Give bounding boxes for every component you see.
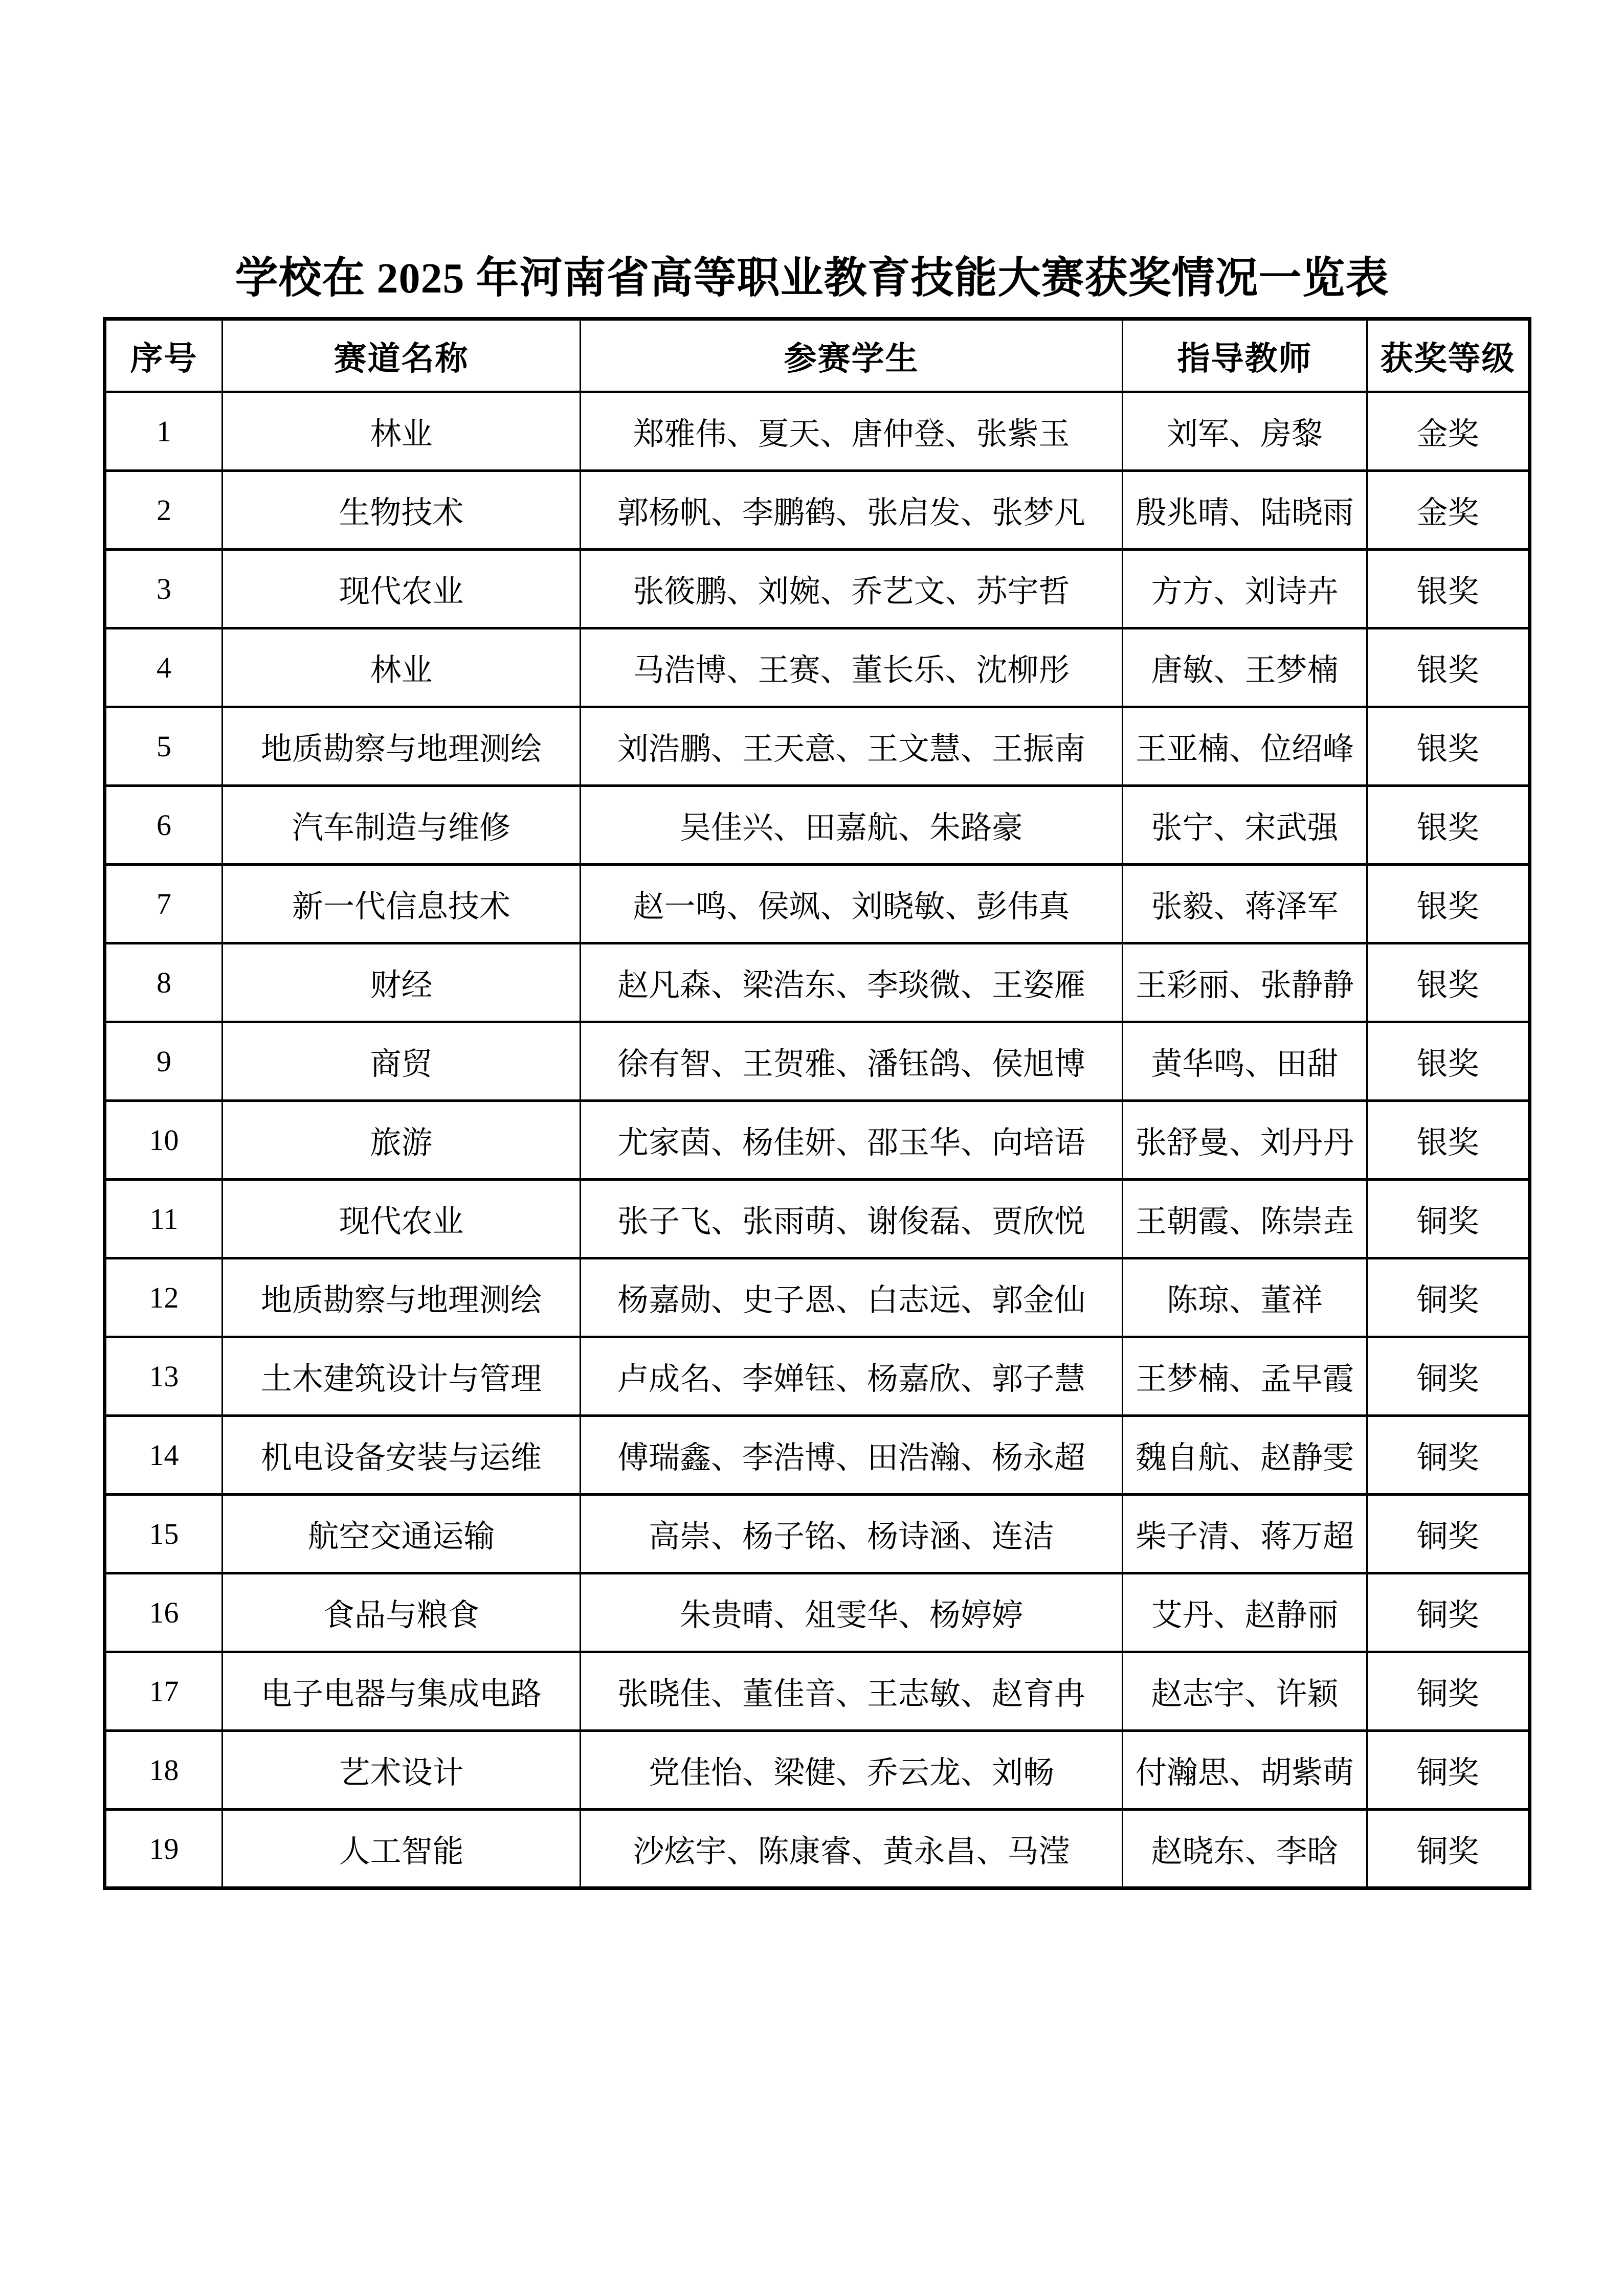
- award-level-cell: 铜奖: [1367, 1180, 1530, 1258]
- row-number-cell: 10: [105, 1101, 223, 1180]
- track-name-cell: 林业: [223, 392, 581, 471]
- students-cell: 杨嘉勋、史子恩、白志远、郭金仙: [581, 1258, 1123, 1337]
- award-level-cell: 铜奖: [1367, 1573, 1530, 1652]
- row-number-cell: 18: [105, 1731, 223, 1810]
- row-number-cell: 13: [105, 1337, 223, 1416]
- teachers-cell: 付瀚思、胡紫萌: [1123, 1731, 1367, 1810]
- table-header: [105, 319, 1530, 392]
- track-name-cell: 机电设备安装与运维: [223, 1416, 581, 1495]
- row-number-cell: 9: [105, 1022, 223, 1101]
- students-cell: 傅瑞鑫、李浩博、田浩瀚、杨永超: [581, 1416, 1123, 1495]
- teachers-cell: 殷兆晴、陆晓雨: [1123, 471, 1367, 550]
- track-name-cell: 新一代信息技术: [223, 865, 581, 943]
- track-name-cell: 财经: [223, 943, 581, 1022]
- track-name-cell: 林业: [223, 628, 581, 707]
- award-level-cell: 银奖: [1367, 628, 1530, 707]
- award-level-cell: 铜奖: [1367, 1652, 1530, 1731]
- students-cell: 郭杨帆、李鹏鹤、张启发、张梦凡: [581, 471, 1123, 550]
- award-level-cell: 铜奖: [1367, 1731, 1530, 1810]
- students-cell: 赵凡森、梁浩东、李琰微、王姿雁: [581, 943, 1123, 1022]
- award-level-cell: 银奖: [1367, 786, 1530, 865]
- row-number-cell: 3: [105, 550, 223, 628]
- table-row: [105, 392, 1530, 471]
- teachers-cell: 艾丹、赵静丽: [1123, 1573, 1367, 1652]
- award-level-cell: 金奖: [1367, 392, 1530, 471]
- track-name-cell: 汽车制造与维修: [223, 786, 581, 865]
- track-name-cell: 现代农业: [223, 550, 581, 628]
- table-row: [105, 1416, 1530, 1495]
- teachers-cell: 王彩丽、张静静: [1123, 943, 1367, 1022]
- track-name-cell: 航空交通运输: [223, 1495, 581, 1573]
- award-level-cell: 银奖: [1367, 865, 1530, 943]
- teachers-cell: 赵晓东、李晗: [1123, 1810, 1367, 1888]
- award-level-cell: 铜奖: [1367, 1495, 1530, 1573]
- header-cell-track: 赛道名称: [223, 319, 581, 392]
- teachers-cell: 黄华鸣、田甜: [1123, 1022, 1367, 1101]
- teachers-cell: 陈琼、董祥: [1123, 1258, 1367, 1337]
- table-row: [105, 1180, 1530, 1258]
- row-number-cell: 12: [105, 1258, 223, 1337]
- header-cell-teachers: 指导教师: [1123, 319, 1367, 392]
- table-row: [105, 1495, 1530, 1573]
- table-row: [105, 707, 1530, 786]
- students-cell: 张晓佳、董佳音、王志敏、赵育冉: [581, 1652, 1123, 1731]
- track-name-cell: 土木建筑设计与管理: [223, 1337, 581, 1416]
- header-row: [105, 319, 1530, 392]
- teachers-cell: 柴子清、蒋万超: [1123, 1495, 1367, 1573]
- track-name-cell: 地质勘察与地理测绘: [223, 1258, 581, 1337]
- row-number-cell: 6: [105, 786, 223, 865]
- row-number-cell: 7: [105, 865, 223, 943]
- students-cell: 赵一鸣、侯飒、刘晓敏、彭伟真: [581, 865, 1123, 943]
- award-level-cell: 银奖: [1367, 943, 1530, 1022]
- students-cell: 朱贵晴、俎雯华、杨婷婷: [581, 1573, 1123, 1652]
- award-level-cell: 铜奖: [1367, 1337, 1530, 1416]
- award-level-cell: 银奖: [1367, 1022, 1530, 1101]
- teachers-cell: 方方、刘诗卉: [1123, 550, 1367, 628]
- row-number-cell: 8: [105, 943, 223, 1022]
- table-row: [105, 865, 1530, 943]
- track-name-cell: 电子电器与集成电路: [223, 1652, 581, 1731]
- teachers-cell: 王亚楠、位绍峰: [1123, 707, 1367, 786]
- award-level-cell: 铜奖: [1367, 1258, 1530, 1337]
- track-name-cell: 商贸: [223, 1022, 581, 1101]
- students-cell: 党佳怡、梁健、乔云龙、刘畅: [581, 1731, 1123, 1810]
- row-number-cell: 11: [105, 1180, 223, 1258]
- header-cell-students: 参赛学生: [581, 319, 1123, 392]
- table-row: [105, 471, 1530, 550]
- row-number-cell: 1: [105, 392, 223, 471]
- table-row: [105, 1337, 1530, 1416]
- table-body: [105, 392, 1530, 1888]
- teachers-cell: 王朝霞、陈崇垚: [1123, 1180, 1367, 1258]
- students-cell: 郑雅伟、夏天、唐仲登、张紫玉: [581, 392, 1123, 471]
- students-cell: 吴佳兴、田嘉航、朱路豪: [581, 786, 1123, 865]
- table-row: [105, 1731, 1530, 1810]
- students-cell: 徐有智、王贺雅、潘钰鸽、侯旭博: [581, 1022, 1123, 1101]
- table-row: [105, 943, 1530, 1022]
- row-number-cell: 16: [105, 1573, 223, 1652]
- row-number-cell: 4: [105, 628, 223, 707]
- track-name-cell: 旅游: [223, 1101, 581, 1180]
- award-level-cell: 银奖: [1367, 550, 1530, 628]
- track-name-cell: 现代农业: [223, 1180, 581, 1258]
- table-row: [105, 1101, 1530, 1180]
- students-cell: 张子飞、张雨萌、谢俊磊、贾欣悦: [581, 1180, 1123, 1258]
- teachers-cell: 刘军、房黎: [1123, 392, 1367, 471]
- students-cell: 马浩博、王赛、董长乐、沈柳彤: [581, 628, 1123, 707]
- row-number-cell: 2: [105, 471, 223, 550]
- students-cell: 高崇、杨子铭、杨诗涵、连洁: [581, 1495, 1123, 1573]
- row-number-cell: 14: [105, 1416, 223, 1495]
- students-cell: 刘浩鹏、王天意、王文慧、王振南: [581, 707, 1123, 786]
- award-level-cell: 银奖: [1367, 1101, 1530, 1180]
- track-name-cell: 艺术设计: [223, 1731, 581, 1810]
- track-name-cell: 食品与粮食: [223, 1573, 581, 1652]
- track-name-cell: 人工智能: [223, 1810, 581, 1888]
- awards-table-container: [103, 317, 1528, 1890]
- row-number-cell: 5: [105, 707, 223, 786]
- teachers-cell: 张毅、蒋泽军: [1123, 865, 1367, 943]
- header-cell-award: 获奖等级: [1367, 319, 1530, 392]
- award-level-cell: 银奖: [1367, 707, 1530, 786]
- teachers-cell: 唐敏、王梦楠: [1123, 628, 1367, 707]
- table-row: [105, 786, 1530, 865]
- header-cell-no: 序号: [105, 319, 223, 392]
- students-cell: 张筱鹏、刘婉、乔艺文、苏宇哲: [581, 550, 1123, 628]
- teachers-cell: 张宁、宋武强: [1123, 786, 1367, 865]
- award-level-cell: 金奖: [1367, 471, 1530, 550]
- table-row: [105, 1652, 1530, 1731]
- teachers-cell: 赵志宇、许颖: [1123, 1652, 1367, 1731]
- awards-table: [103, 317, 1531, 1890]
- award-level-cell: 铜奖: [1367, 1810, 1530, 1888]
- table-row: [105, 1810, 1530, 1888]
- page-title: 学校在 2025 年河南省高等职业教育技能大赛获奖情况一览表: [235, 255, 1389, 303]
- table-row: [105, 1022, 1530, 1101]
- students-cell: 尤家茵、杨佳妍、邵玉华、向培语: [581, 1101, 1123, 1180]
- award-level-cell: 铜奖: [1367, 1416, 1530, 1495]
- teachers-cell: 张舒曼、刘丹丹: [1123, 1101, 1367, 1180]
- track-name-cell: 生物技术: [223, 471, 581, 550]
- table-row: [105, 550, 1530, 628]
- students-cell: 卢成名、李婵钰、杨嘉欣、郭子慧: [581, 1337, 1123, 1416]
- row-number-cell: 15: [105, 1495, 223, 1573]
- students-cell: 沙炫宇、陈康睿、黄永昌、马滢: [581, 1810, 1123, 1888]
- track-name-cell: 地质勘察与地理测绘: [223, 707, 581, 786]
- table-row: [105, 1573, 1530, 1652]
- table-row: [105, 628, 1530, 707]
- teachers-cell: 魏自航、赵静雯: [1123, 1416, 1367, 1495]
- teachers-cell: 王梦楠、孟早霞: [1123, 1337, 1367, 1416]
- row-number-cell: 17: [105, 1652, 223, 1731]
- row-number-cell: 19: [105, 1810, 223, 1888]
- table-row: [105, 1258, 1530, 1337]
